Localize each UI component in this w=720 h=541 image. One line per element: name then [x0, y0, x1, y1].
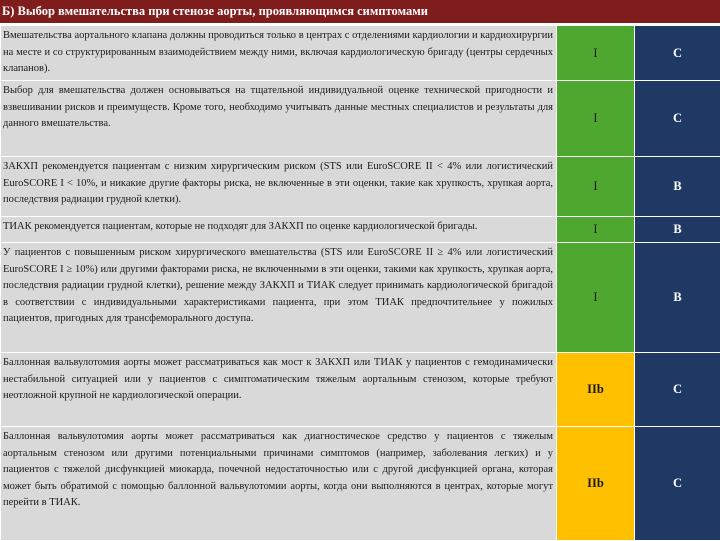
class-cell: I	[557, 157, 635, 217]
recommendations-table	[0, 25, 720, 541]
class-cell: IIb	[557, 353, 635, 427]
class-cell: I	[557, 243, 635, 353]
level-cell: B	[635, 157, 720, 217]
recommendation-text: ЗАКХП рекомендуется пациентам с низким хирургическим риском (STS или EuroSCORE II < 4% или логистический EuroSCORE I < 10%, и никакие другие факторы риска, не включенные в эти оценки, такие как хрупкость, хрупкая аорта, последствия радиации грудной клетки).	[1, 157, 557, 217]
level-cell: C	[635, 427, 720, 541]
table-row	[1, 427, 720, 541]
class-cell: I	[557, 81, 635, 157]
table-row	[1, 243, 720, 353]
table-row	[1, 26, 720, 81]
level-cell: C	[635, 81, 720, 157]
recommendation-text: Баллонная вальвулотомия аорты может рассматриваться как диагностическое средство у пациентов с тяжелым аортальным стенозом или другими потенциальными причинами симптомов (например, заболевания легких) и у пациентов с тяжелой дисфункцией миокарда, почечной недостаточностью или с другой дисфункцией органа, которая может быть обратимой с помощью баллонной вальвулотомии аорты, когда они выполняются в центрах, которые могут перейти в ТИАК.	[1, 427, 557, 541]
level-cell: C	[635, 353, 720, 427]
table-row	[1, 157, 720, 217]
table-row	[1, 81, 720, 157]
table-title: Б) Выбор вмешательства при стенозе аорты, проявляющимся симптомами	[0, 0, 720, 23]
level-cell: C	[635, 26, 720, 81]
level-cell: B	[635, 243, 720, 353]
table-row	[1, 217, 720, 243]
recommendation-text: У пациентов с повышенным риском хирургического вмешательства (STS или EuroSCORE II ≥ 4% или логистический EuroSCORE I ≥ 10%) или другими факторами риска, не включенными в эти оценки, такими как хрупкость, хрупкая аорта, последствия радиации грудной клетки), решение между ЗАКХП и ТИАК следует принимать кардиологической бригадой в соответствии с индивидуальными характеристиками пациента, при этом ТИАК предпочтительнее у пожилых пациентов, пригодных для трансфеморального доступа.	[1, 243, 557, 353]
class-cell: I	[557, 217, 635, 243]
recommendation-text: Баллонная вальвулотомия аорты может рассматриваться как мост к ЗАКХП или ТИАК у пациентов с гемодинамически нестабильной ситуацией или у пациентов с симптоматическим тяжелым аортальным стенозом, которые требуют неотложной крупной не кардиологической операции.	[1, 353, 557, 427]
recommendation-text: ТИАК рекомендуется пациентам, которые не подходят для ЗАКХП по оценке кардиологической бригады.	[1, 217, 557, 243]
table-row	[1, 353, 720, 427]
class-cell: I	[557, 26, 635, 81]
level-cell: B	[635, 217, 720, 243]
recommendation-text: Вмешательства аортального клапана должны проводиться только в центрах с отделениями кардиологии и кардиохирургии на месте и со структурированным взаимодействием между ними, включая кардиологическую бригаду (центры сердечных клапанов).	[1, 26, 557, 81]
class-cell: IIb	[557, 427, 635, 541]
recommendation-text: Выбор для вмешательства должен основываться на тщательной индивидуальной оценке технической пригодности и взвешивании рисков и преимуществ. Кроме того, необходимо учитывать данные местных специалистов и результаты для данного вмешательства.	[1, 81, 557, 157]
